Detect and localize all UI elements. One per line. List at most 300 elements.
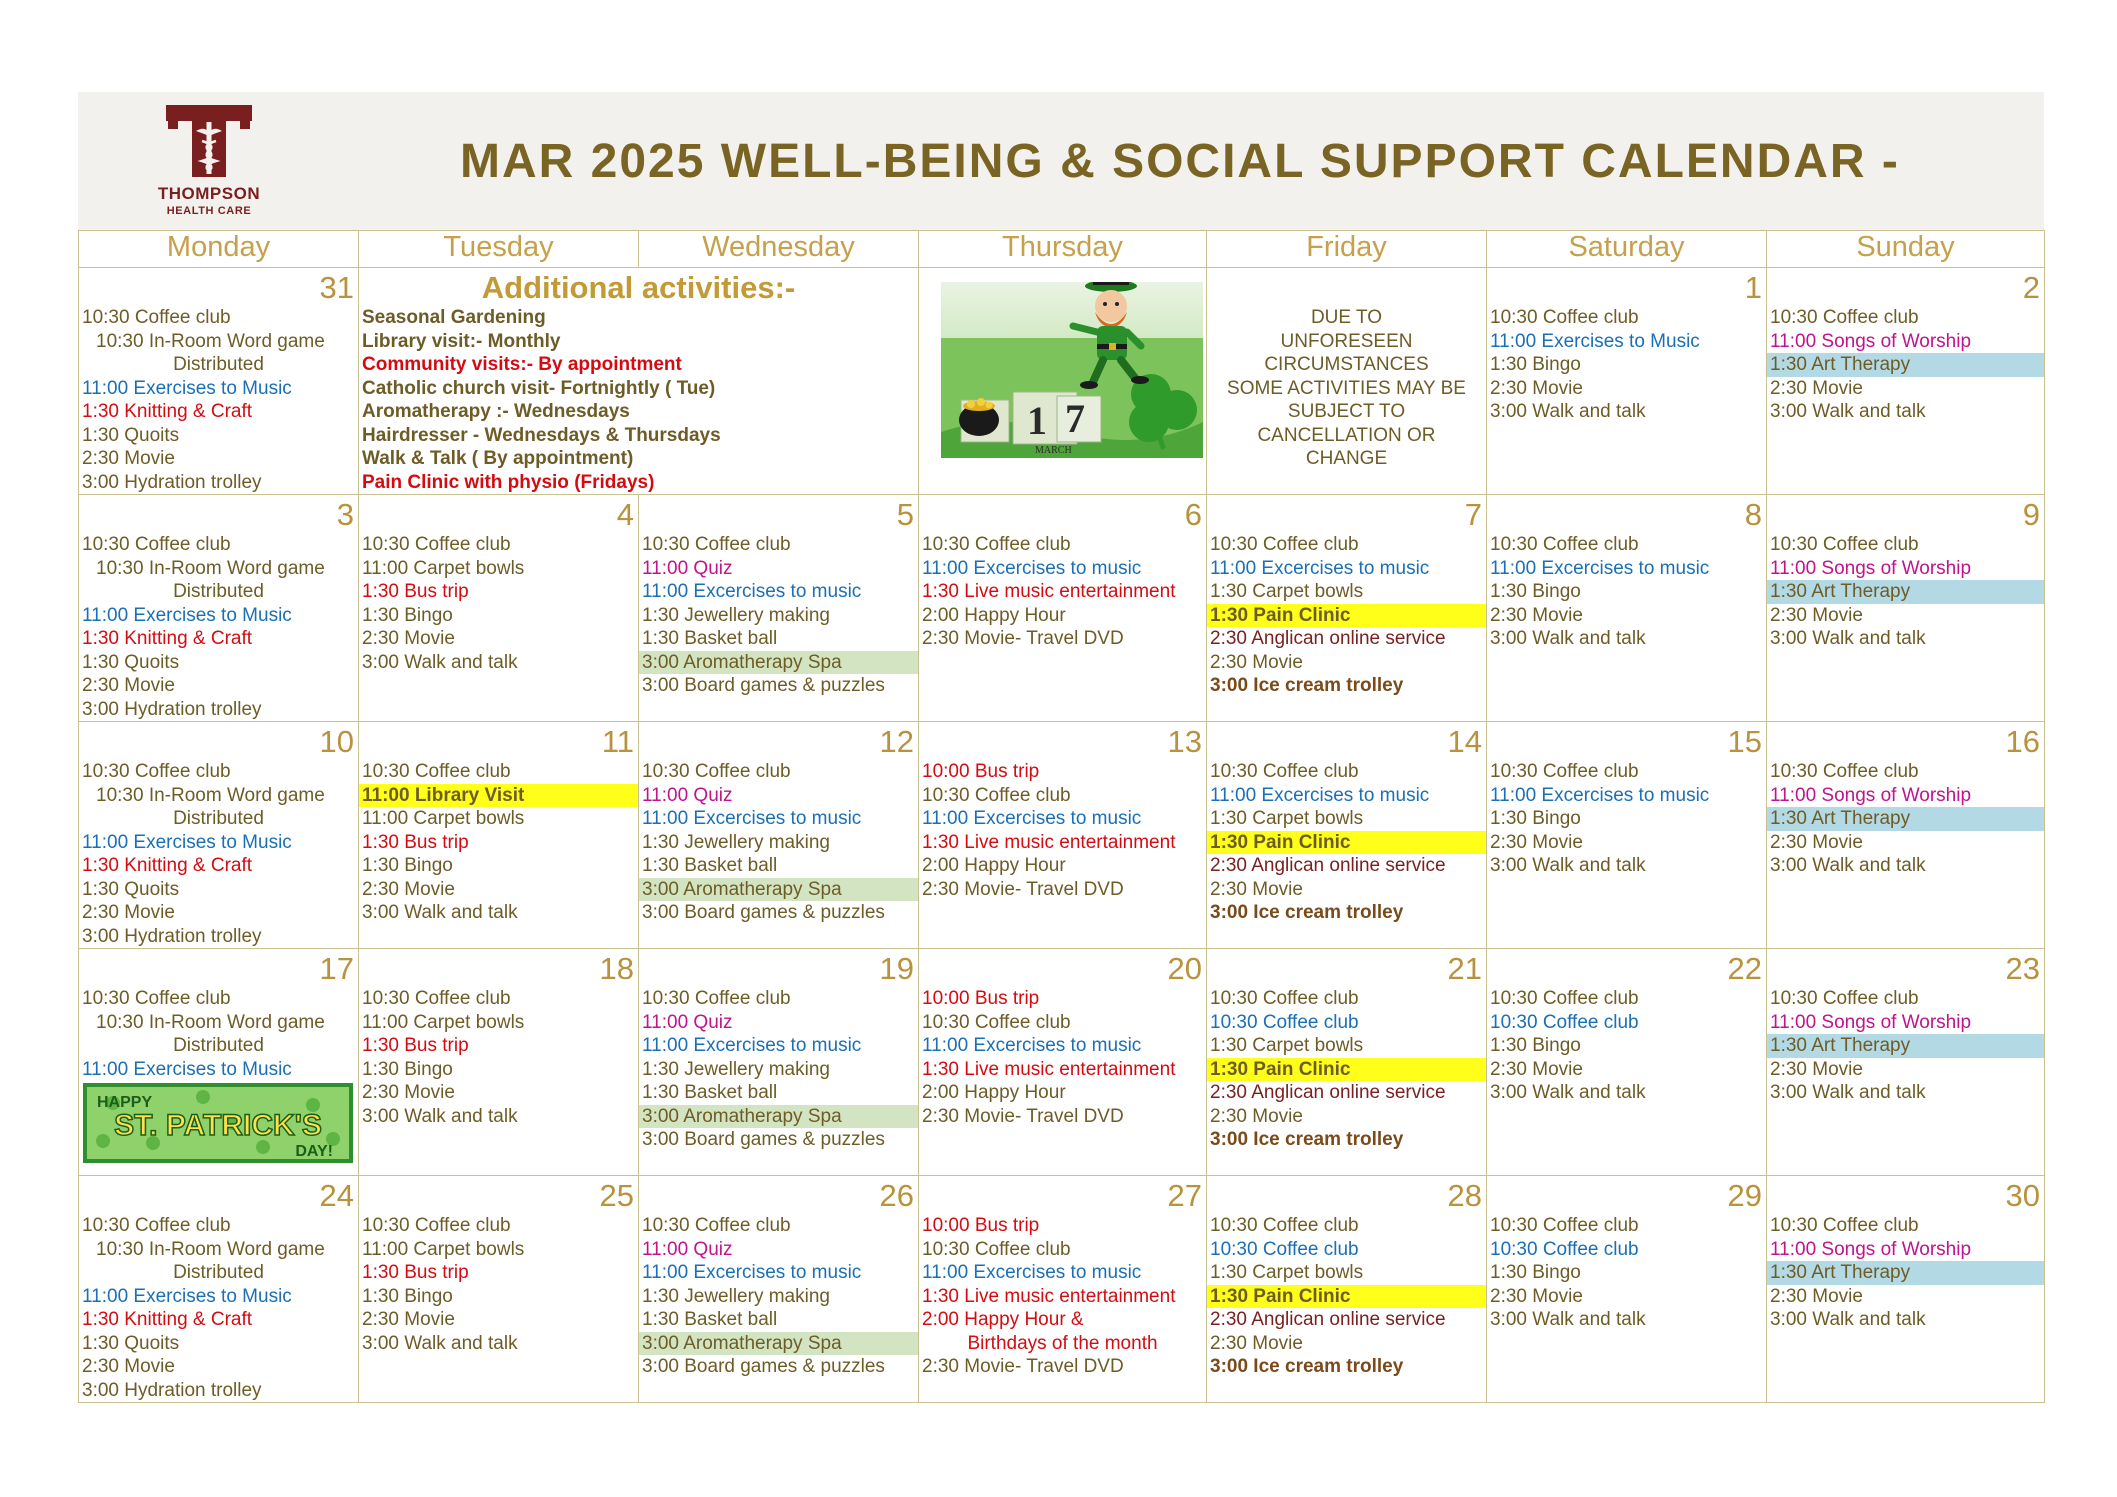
event-item: 2:30 Movie	[1490, 377, 1583, 399]
event-item: 2:30 Movie- Travel DVD	[922, 1356, 1124, 1377]
event-item: 1:30 Bingo	[1490, 1262, 1581, 1283]
event-item: 2:30 Movie	[362, 1309, 455, 1330]
banner-happy: HAPPY	[97, 1094, 153, 1111]
event-item: 1:30 Bingo	[362, 855, 453, 876]
event-item: 2:30 Anglican online service	[1210, 855, 1446, 876]
event-item: 11:00 Excercises to music	[1490, 557, 1710, 579]
event-list	[1207, 760, 1486, 925]
event-item: 2:30 Movie	[1210, 651, 1303, 673]
event-item: 10:30 Coffee club	[1210, 1011, 1359, 1033]
day-cell-29	[1487, 1176, 1767, 1403]
date-block-seven: 7	[1065, 396, 1085, 441]
event-item: 2:30 Anglican online service	[1210, 1309, 1446, 1330]
event-item: 3:00 Hydration trolley	[82, 698, 262, 720]
event-list	[1487, 306, 1766, 424]
event-item: 1:30 Bus trip	[362, 1035, 469, 1056]
calendar-grid	[78, 230, 2045, 1403]
event-list	[1767, 987, 2044, 1105]
event-item: Distributed	[173, 354, 264, 375]
weekday-saturday: Saturday	[1487, 231, 1767, 268]
day-number: 9	[2022, 497, 2040, 532]
event-item: 1:30 Art Therapy	[1767, 353, 2044, 377]
event-item: Seasonal Gardening	[362, 307, 546, 328]
day-number: 22	[1727, 951, 1762, 986]
event-item: 10:30 Coffee club	[1210, 761, 1359, 782]
event-item: 10:30 Coffee club	[642, 534, 791, 555]
event-item: 2:30 Movie	[1490, 1285, 1583, 1307]
event-item: 10:00 Bus trip	[922, 1215, 1040, 1236]
event-item: 1:30 Live music entertainment	[922, 831, 1176, 853]
event-item: 10:30 Coffee club	[1490, 1238, 1639, 1260]
event-item: 10:30 Coffee club	[362, 988, 511, 1009]
event-item: 2:30 Anglican online service	[1210, 1082, 1446, 1103]
day-cell-12	[639, 722, 919, 949]
event-item: 10:30 Coffee club	[1770, 1215, 1919, 1236]
event-list	[359, 760, 638, 925]
event-item: 1:30 Bingo	[1490, 808, 1581, 829]
event-item: 10:30 Coffee club	[1490, 1215, 1639, 1236]
day-number: 30	[2005, 1178, 2040, 1213]
event-item: 10:30 Coffee club	[82, 988, 231, 1009]
event-item: 1:30 Jewellery making	[642, 1285, 830, 1307]
event-item: 2:30 Movie	[1490, 1058, 1583, 1080]
event-item: 1:30 Pain Clinic	[1207, 1058, 1486, 1082]
notice-line: SUBJECT TO	[1287, 401, 1406, 422]
leprechaun-picture	[941, 282, 1203, 458]
weekday-friday: Friday	[1207, 231, 1487, 268]
event-item: 1:30 Basket ball	[642, 855, 778, 876]
event-list	[1487, 760, 1766, 878]
event-item: 1:30 Carpet bowls	[1210, 808, 1364, 829]
event-item: 10:30 Coffee club	[642, 761, 791, 782]
event-item: 3:00 Aromatherapy Spa	[639, 1332, 918, 1356]
event-item: 10:30 Coffee club	[1490, 761, 1639, 782]
day-number: 19	[879, 951, 914, 986]
notice-line: CIRCUMSTANCES	[1264, 354, 1429, 375]
day-cell-3	[79, 495, 359, 722]
weekday-wednesday: Wednesday	[639, 231, 919, 268]
week-row-3	[79, 722, 2045, 949]
event-item: 3:00 Ice cream trolley	[1210, 1129, 1404, 1150]
day-number: 13	[1167, 724, 1202, 759]
day-cell-31	[79, 268, 359, 495]
event-item: 1:30 Live music entertainment	[922, 581, 1176, 602]
event-item: 11:00 Excercises to music	[642, 1035, 862, 1056]
day-cell-18	[359, 949, 639, 1176]
day-cell-22	[1487, 949, 1767, 1176]
event-item: 11:00 Quiz	[642, 1011, 733, 1033]
event-item: 2:30 Movie	[1770, 1058, 1863, 1080]
event-item: 10:30 In-Room Word game	[96, 557, 325, 579]
event-item: 11:00 Songs of Worship	[1770, 330, 1972, 352]
event-item: 11:00 Carpet bowls	[362, 1011, 525, 1033]
event-item: 1:30 Bingo	[1490, 354, 1581, 375]
day-number: 25	[599, 1178, 634, 1213]
notice-cell	[1207, 268, 1487, 495]
event-list	[79, 1214, 358, 1402]
event-item: 11:00 Songs of Worship	[1770, 1238, 1972, 1260]
additional-activities-cell	[359, 268, 919, 495]
event-item: 1:30 Jewellery making	[642, 831, 830, 853]
event-item: Hairdresser - Wednesdays & Thursdays	[362, 424, 721, 446]
event-item: 10:30 Coffee club	[1490, 1011, 1639, 1033]
day-number: 1	[1744, 270, 1762, 305]
event-item: 3:00 Walk and talk	[1770, 401, 1926, 422]
day-number: 7	[1464, 497, 1482, 532]
notice-line: SOME ACTIVITIES MAY BE	[1227, 377, 1466, 399]
event-item: 3:00 Walk and talk	[1490, 628, 1646, 649]
event-item: 11:00 Exercises to Music	[82, 1058, 292, 1080]
event-list	[919, 760, 1206, 901]
event-item: 1:30 Basket ball	[642, 628, 778, 649]
day-cell-10	[79, 722, 359, 949]
event-item: 10:30 Coffee club	[922, 1238, 1071, 1260]
date-block-month: MARCH	[1035, 445, 1072, 456]
day-cell-24	[79, 1176, 359, 1403]
event-list	[359, 1214, 638, 1355]
event-list	[79, 760, 358, 948]
event-item: 2:30 Movie	[1770, 1285, 1863, 1307]
event-item: 3:00 Board games & puzzles	[642, 1129, 885, 1150]
week-row-5	[79, 1176, 2045, 1403]
event-item: 11:00 Excercises to music	[642, 808, 862, 829]
event-item: 1:30 Bus trip	[362, 581, 469, 602]
event-item: 3:00 Walk and talk	[1490, 401, 1646, 422]
event-list	[1487, 533, 1766, 651]
event-list	[79, 306, 358, 494]
week-row-4	[79, 949, 2045, 1176]
day-cell-6	[919, 495, 1207, 722]
event-item: 10:30 Coffee club	[1210, 534, 1359, 555]
event-item: 1:30 Knitting & Craft	[82, 628, 253, 649]
day-number: 15	[1727, 724, 1762, 759]
event-item: 2:30 Movie	[1490, 604, 1583, 626]
day-number: 5	[896, 497, 914, 532]
event-item: Community visits:- By appointment	[362, 354, 682, 375]
page-title: MAR 2025 WELL-BEING & SOCIAL SUPPORT CALENDAR -	[460, 135, 1900, 188]
day-number: 31	[319, 270, 354, 305]
event-item: 2:30 Movie- Travel DVD	[922, 628, 1124, 649]
day-cell-26	[639, 1176, 919, 1403]
event-item: 3:00 Ice cream trolley	[1210, 675, 1404, 696]
event-item: 10:30 Coffee club	[1770, 988, 1919, 1009]
event-item: 3:00 Walk and talk	[362, 1105, 518, 1127]
event-item: 2:30 Movie	[82, 448, 175, 469]
event-item: 10:30 Coffee club	[922, 784, 1071, 806]
day-number: 6	[1184, 497, 1202, 532]
event-item: 1:30 Pain Clinic	[1207, 1285, 1486, 1309]
event-item: 3:00 Ice cream trolley	[1210, 1356, 1404, 1377]
event-item: 3:00 Hydration trolley	[82, 925, 262, 947]
picture-wrap	[919, 268, 1206, 463]
event-item: 1:30 Bingo	[362, 1285, 453, 1307]
shamrock-dot	[96, 1134, 110, 1148]
event-item: 1:30 Bingo	[362, 1058, 453, 1080]
event-item: 3:00 Walk and talk	[362, 902, 518, 923]
event-list	[639, 760, 918, 925]
day-number: 12	[879, 724, 914, 759]
day-cell-28	[1207, 1176, 1487, 1403]
event-list	[1767, 760, 2044, 878]
event-item: 11:00 Excercises to music	[1210, 784, 1430, 806]
event-list	[1207, 987, 1486, 1152]
event-item: 10:30 Coffee club	[1770, 307, 1919, 328]
event-item: 1:30 Quoits	[82, 651, 180, 673]
day-number: 2	[2022, 270, 2040, 305]
event-item: 1:30 Bingo	[1490, 1035, 1581, 1056]
day-cell-27	[919, 1176, 1207, 1403]
event-item: 3:00 Board games & puzzles	[642, 902, 885, 923]
day-cell-7	[1207, 495, 1487, 722]
day-number: 24	[319, 1178, 354, 1213]
event-item: 10:30 Coffee club	[1210, 988, 1359, 1009]
day-number: 16	[2005, 724, 2040, 759]
event-item: 1:30 Carpet bowls	[1210, 581, 1364, 602]
day-number-empty	[1207, 268, 1486, 306]
event-item: 1:30 Basket ball	[642, 1082, 778, 1103]
event-item: 2:30 Movie	[1490, 831, 1583, 853]
event-item: 11:00 Excercises to music	[1490, 784, 1710, 806]
thompson-logo	[146, 105, 272, 223]
day-number: 17	[319, 951, 354, 986]
notice-line: UNFORESEEN	[1280, 330, 1413, 352]
event-item: 10:30 Coffee club	[82, 307, 231, 328]
event-item: Walk & Talk ( By appointment)	[362, 448, 634, 469]
weekday-tuesday: Tuesday	[359, 231, 639, 268]
event-item: 2:30 Movie	[1770, 831, 1863, 853]
shamrock-dot	[256, 1140, 270, 1154]
event-item: 2:30 Movie	[362, 628, 455, 649]
event-item: 3:00 Walk and talk	[1770, 1309, 1926, 1330]
event-item: 11:00 Songs of Worship	[1770, 784, 1972, 806]
event-list	[919, 1214, 1206, 1379]
event-item: 1:30 Pain Clinic	[1207, 604, 1486, 628]
event-item: 11:00 Exercises to Music	[82, 604, 292, 626]
weekday-thursday: Thursday	[919, 231, 1207, 268]
event-item: 10:30 Coffee club	[82, 1215, 231, 1236]
day-number: 18	[599, 951, 634, 986]
event-item: 3:00 Aromatherapy Spa	[639, 651, 918, 675]
event-list	[639, 987, 918, 1152]
day-cell-20	[919, 949, 1207, 1176]
event-item: 11:00 Carpet bowls	[362, 557, 525, 579]
event-list	[1487, 1214, 1766, 1332]
day-cell-11	[359, 722, 639, 949]
event-item: 2:00 Happy Hour	[922, 1082, 1066, 1103]
event-item: Distributed	[173, 1262, 264, 1283]
event-item: 11:00 Exercises to Music	[1490, 330, 1700, 352]
event-item: 1:30 Jewellery making	[642, 604, 830, 626]
calendar-page	[78, 92, 2044, 1403]
event-list	[79, 987, 358, 1081]
event-list	[639, 1214, 918, 1379]
event-item: 1:30 Bingo	[1490, 581, 1581, 602]
event-item: 1:30 Quoits	[82, 424, 180, 446]
event-item: 3:00 Walk and talk	[1490, 1309, 1646, 1330]
event-item: 2:30 Movie	[362, 1082, 455, 1103]
event-item: 2:30 Movie	[1210, 1332, 1303, 1354]
weekday-monday: Monday	[79, 231, 359, 268]
day-number: 27	[1167, 1178, 1202, 1213]
day-cell-13	[919, 722, 1207, 949]
event-item: 1:30 Knitting & Craft	[82, 1309, 253, 1330]
event-item: Distributed	[173, 808, 264, 829]
notice-line: DUE TO	[1310, 307, 1383, 328]
event-item: 11:00 Excercises to music	[922, 808, 1142, 829]
event-item: 2:00 Happy Hour	[922, 855, 1066, 876]
banner-st-patricks: ST. PATRICK'S	[114, 1109, 322, 1142]
day-number: 23	[2005, 951, 2040, 986]
event-item: 3:00 Walk and talk	[1770, 628, 1926, 649]
event-item: 2:30 Anglican online service	[1210, 628, 1446, 649]
event-item: 11:00 Excercises to music	[922, 1262, 1142, 1283]
event-item: 3:00 Board games & puzzles	[642, 675, 885, 696]
event-item: 10:30 Coffee club	[922, 1011, 1071, 1033]
event-item: 2:30 Movie- Travel DVD	[922, 878, 1124, 900]
event-item: 11:00 Exercises to Music	[82, 377, 292, 399]
event-item: 3:00 Aromatherapy Spa	[639, 1105, 918, 1129]
event-item: 3:00 Walk and talk	[1490, 1082, 1646, 1103]
event-item: 11:00 Quiz	[642, 557, 733, 579]
week-row-2	[79, 495, 2045, 722]
event-item: 11:00 Excercises to music	[642, 1262, 862, 1283]
calendar-header	[78, 92, 2044, 230]
day-cell-14	[1207, 722, 1487, 949]
day-number: 26	[879, 1178, 914, 1213]
event-item: 2:30 Movie	[1770, 604, 1863, 626]
event-item: Catholic church visit- Fortnightly ( Tue)	[362, 377, 716, 399]
event-item: 10:30 Coffee club	[1490, 988, 1639, 1009]
notice-line: CANCELLATION OR	[1257, 424, 1436, 446]
event-item: 11:00 Carpet bowls	[362, 808, 525, 829]
event-item: 1:30 Basket ball	[642, 1309, 778, 1330]
event-item: 10:00 Bus trip	[922, 988, 1040, 1009]
event-item: 1:30 Art Therapy	[1767, 1261, 2044, 1285]
event-item: 10:30 Coffee club	[82, 534, 231, 555]
event-list	[79, 533, 358, 721]
event-item: 11:00 Excercises to music	[922, 1035, 1142, 1056]
event-item: 11:00 Excercises to music	[1210, 557, 1430, 579]
day-number: 8	[1744, 497, 1762, 532]
event-item: 2:30 Movie	[1770, 377, 1863, 399]
day-number: 21	[1447, 951, 1482, 986]
event-item: 3:00 Walk and talk	[1770, 855, 1926, 876]
event-item: 1:30 Quoits	[82, 878, 180, 900]
event-item: 11:00 Songs of Worship	[1770, 1011, 1972, 1033]
event-item: 1:30 Knitting & Craft	[82, 855, 253, 876]
event-item: Birthdays of the month	[967, 1332, 1158, 1354]
event-list	[1767, 306, 2044, 424]
event-item: 1:30 Pain Clinic	[1207, 831, 1486, 855]
day-number: 3	[336, 497, 354, 532]
event-item: 1:30 Art Therapy	[1767, 1034, 2044, 1058]
event-item: 2:00 Happy Hour &	[922, 1309, 1084, 1330]
day-cell-9	[1767, 495, 2045, 722]
event-item: 10:00 Bus trip	[922, 761, 1040, 782]
event-list	[1767, 1214, 2044, 1332]
event-list	[1207, 533, 1486, 698]
st-patricks-banner	[83, 1083, 353, 1163]
day-number: 29	[1727, 1178, 1762, 1213]
additional-activities-list	[359, 306, 918, 494]
event-item: 10:30 Coffee club	[362, 1215, 511, 1236]
event-item: 10:30 In-Room Word game	[96, 1011, 325, 1033]
event-item: 1:30 Bingo	[362, 604, 453, 626]
event-item: 11:00 Library Visit	[359, 784, 638, 808]
event-item: 1:30 Jewellery making	[642, 1058, 830, 1080]
event-item: 2:30 Movie- Travel DVD	[922, 1105, 1124, 1127]
logo-subtitle: HEALTH CARE	[166, 205, 252, 217]
day-cell-5	[639, 495, 919, 722]
event-item: 10:30 Coffee club	[922, 534, 1071, 555]
event-item: 10:30 Coffee club	[362, 761, 511, 782]
additional-activities-heading: Additional activities:-	[481, 270, 796, 305]
event-item: 1:30 Bus trip	[362, 1262, 469, 1283]
day-cell-16	[1767, 722, 2045, 949]
event-item: 1:30 Art Therapy	[1767, 580, 2044, 604]
event-item: 10:30 Coffee club	[1770, 761, 1919, 782]
event-item: 11:00 Excercises to music	[922, 557, 1142, 579]
logo-name: THOMPSON	[157, 184, 261, 203]
day-cell-30	[1767, 1176, 2045, 1403]
event-item: 10:30 Coffee club	[642, 988, 791, 1009]
event-item: 2:30 Movie	[362, 878, 455, 900]
event-item: 1:30 Knitting & Craft	[82, 401, 253, 422]
shamrock-dot	[196, 1090, 210, 1104]
day-cell-1	[1487, 268, 1767, 495]
event-item: 11:00 Exercises to Music	[82, 1285, 292, 1307]
event-item: 11:00 Quiz	[642, 784, 733, 806]
weekday-header-row	[79, 231, 2045, 268]
event-item: Library visit:- Monthly	[362, 330, 561, 352]
event-item: 10:30 In-Room Word game	[96, 1238, 325, 1260]
notice-line: CHANGE	[1305, 448, 1388, 469]
event-item: 2:30 Movie	[82, 675, 175, 696]
day-cell-15	[1487, 722, 1767, 949]
medical-t-logo-icon	[166, 105, 252, 177]
event-list	[359, 533, 638, 674]
event-item: 2:00 Happy Hour	[922, 604, 1066, 626]
day-number: 28	[1447, 1178, 1482, 1213]
day-cell-25	[359, 1176, 639, 1403]
event-item: 3:00 Walk and talk	[1490, 855, 1646, 876]
event-item: 1:30 Quoits	[82, 1332, 180, 1354]
event-item: 10:30 Coffee club	[1490, 307, 1639, 328]
day-number: 14	[1447, 724, 1482, 759]
day-number: 20	[1167, 951, 1202, 986]
event-item: 11:00 Songs of Worship	[1770, 557, 1972, 579]
day-cell-23	[1767, 949, 2045, 1176]
event-item: 10:30 Coffee club	[362, 534, 511, 555]
event-item: 2:30 Movie	[82, 902, 175, 923]
event-item: 11:00 Exercises to Music	[82, 831, 292, 853]
event-item: Aromatherapy :- Wednesdays	[362, 401, 630, 422]
event-item: Distributed	[173, 581, 264, 602]
event-list	[919, 533, 1206, 651]
event-item: 10:30 Coffee club	[1210, 1215, 1359, 1236]
event-item: 10:30 Coffee club	[642, 1215, 791, 1236]
event-item: 1:30 Carpet bowls	[1210, 1035, 1364, 1056]
day-number: 10	[319, 724, 354, 759]
event-item: 11:00 Quiz	[642, 1238, 733, 1260]
event-list	[639, 533, 918, 698]
event-item: 10:30 In-Room Word game	[96, 330, 325, 352]
event-item: 3:00 Walk and talk	[362, 651, 518, 673]
event-item: 3:00 Aromatherapy Spa	[639, 878, 918, 902]
event-item: Pain Clinic with physio (Fridays)	[362, 471, 655, 493]
event-item: 10:30 Coffee club	[1490, 534, 1639, 555]
day-cell-4	[359, 495, 639, 722]
